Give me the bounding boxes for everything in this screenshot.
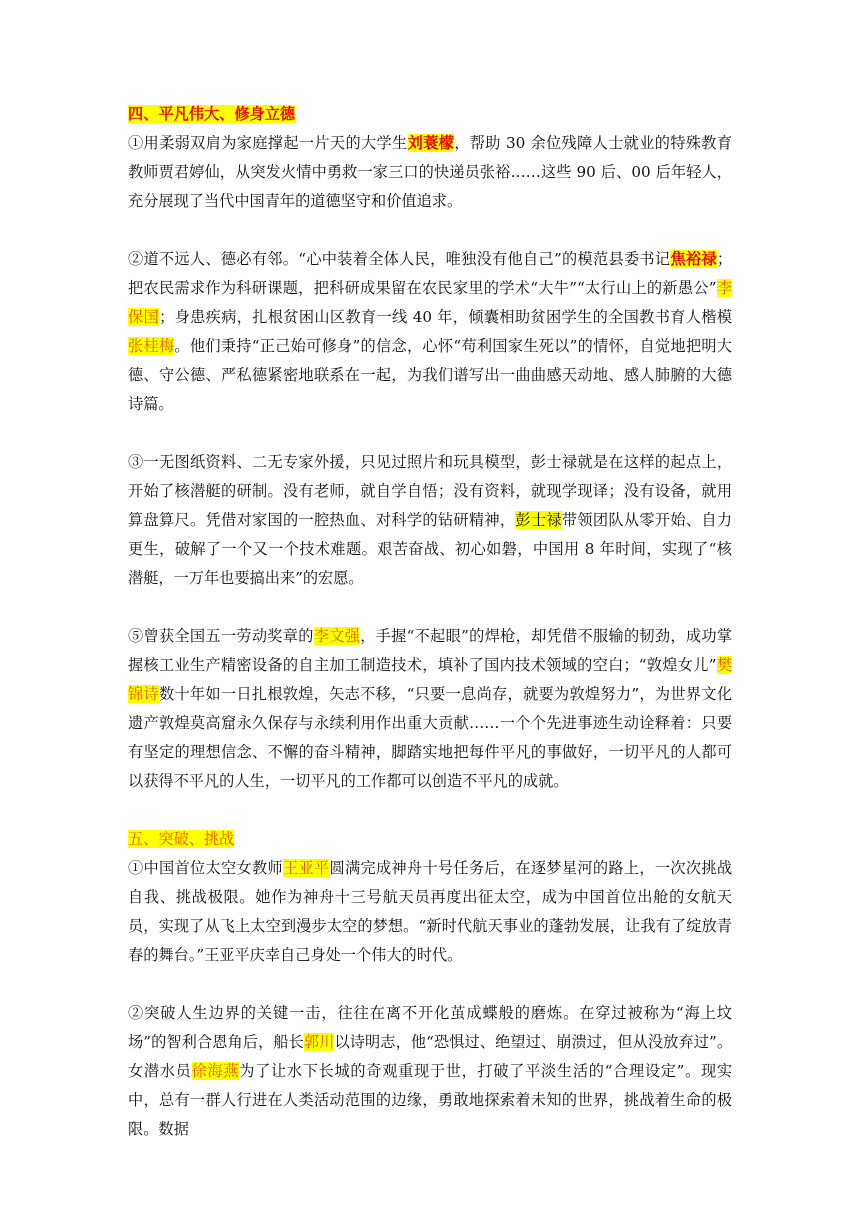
highlighted-name: 李保国 (128, 279, 733, 326)
highlighted-name: 焦裕禄 (670, 250, 717, 268)
section-heading: 五、突破、挑战 (128, 830, 235, 848)
highlighted-name: 刘蓑檬 (407, 134, 455, 152)
highlighted-name: 张桂梅 (128, 337, 175, 355)
paragraph: ①用柔弱双肩为家庭撑起一片天的大学生刘蓑檬，帮助 30 余位残障人士就业的特殊教育教师贾君婷仙，从突发火情中勇救一家三口的快递员张裕……这些 90 后、00 后年轻人，充分展现了当代中国青年的道德坚守和价值追求。 (128, 134, 733, 210)
paragraph: ①中国首位太空女教师王亚平圆满完成神舟十号任务后，在逐梦星河的路上，一次次挑战自我、挑战极限。她作为神舟十三号航天员再度出征太空，成为中国首位出舱的女航天员，实现了从飞上太空到漫步太空的梦想。“新时代航天事业的蓬勃发展，让我有了绽放青春的舞台。”王亚平庆幸自己身处一个伟大的时代。 (128, 859, 733, 964)
highlighted-name: 王亚平 (282, 859, 330, 877)
paragraph: ②道不远人、德必有邻。“心中装着全体人民，唯独没有他自己”的模范县委书记焦裕禄；把农民需求作为科研课题，把科研成果留在农民家里的学术“大牛”“太行山上的新愚公”李保国；身患疾病，扎根贫困山区教育一线 40 年，倾囊相助贫困学生的全国教书育人楷模张桂梅。他们秉持“正己始可修身”的信念，心怀“苟利国家生死以”的情怀，自觉地把明大德、守公德、严私德紧密地联系在一起，为我们谱写出一曲曲感天动地、感人肺腑的大德诗篇。 (128, 250, 733, 413)
paragraph: ②突破人生边界的关键一击，往往在离不开化茧成蝶般的磨炼。在穿过被称为“海上坟场”的智利合恩角后，船长郭川以诗明志，他“恐惧过、绝望过、崩溃过，但从没放弃过”。女潜水员徐海燕为了让水下长城的奇观重现于世，打破了平淡生活的“合理设定”。现实中，总有一群人行进在人类活动范围的边缘，勇敢地探索着未知的世界，挑战着生命的极限。数据 (128, 1004, 733, 1138)
paragraph: ⑤曾获全国五一劳动奖章的李文强，手握“不起眼”的焊枪，却凭借不服输的韧劲，成功掌握核工业生产精密设备的自主加工制造技术，填补了国内技术领域的空白；“敦煌女儿”樊锦诗数十年如一日扎根敦煌，矢志不移，“只要一息尚存，就要为敦煌努力”，为世界文化遗产敦煌莫高窟永久保存与永续利用作出重大贡献……一个个先进事迹生动诠释着：只要有坚定的理想信念、不懈的奋斗精神，脚踏实地把每件平凡的事做好，一切平凡的人都可以获得不平凡的人生，一切平凡的工作都可以创造不平凡的成就。 (128, 627, 733, 790)
paragraph: ③一无图纸资料、二无专家外援，只见过照片和玩具模型，彭士禄就是在这样的起点上，开始了核潜艇的研制。没有老师，就自学自悟；没有资料，就现学现译；没有设备，就用算盘算尺。凭借对家国的一腔热血、对科学的钻研精神，彭士禄带领团队从零开始、自力更生，破解了一个又一个技术难题。艰苦奋战、初心如磐，中国用 8 年时间，实现了“核潜艇，一万年也要搞出来”的宏愿。 (128, 453, 733, 587)
highlighted-name: 彭士禄 (515, 511, 562, 529)
section-heading: 四、平凡伟大、修身立德 (128, 105, 296, 123)
highlighted-name: 徐海燕 (191, 1062, 240, 1080)
highlighted-name: 樊锦诗 (128, 656, 733, 703)
highlighted-name: 李文强 (313, 627, 361, 645)
highlighted-name: 郭川 (303, 1033, 335, 1051)
